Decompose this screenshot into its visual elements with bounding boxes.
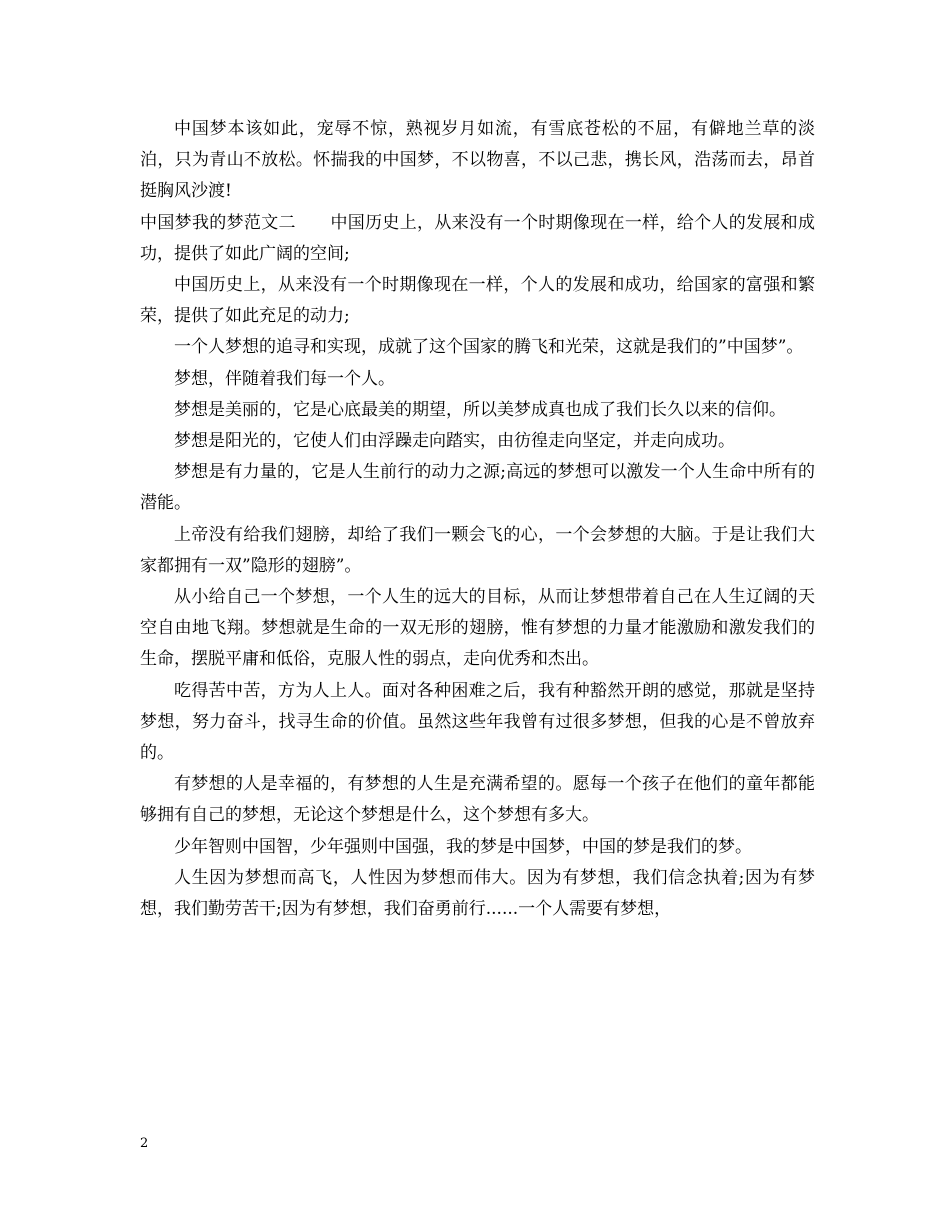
paragraph: 少年智则中国智，少年强则中国强，我的梦是中国梦，中国的梦是我们的梦。 xyxy=(174,836,752,857)
paragraph: 梦想是阳光的，它使人们由浮躁走向踏实，由彷徨走向坚定，并走向成功。 xyxy=(174,431,735,452)
document-body xyxy=(140,114,815,925)
page-number: 2 xyxy=(140,1136,149,1151)
paragraph: 人生因为梦想而高飞，人性因为梦想而伟大。因为有梦想，我们信念执着;因为有梦想，我们勤劳苦干;因为有梦想，我们奋勇前行......一个人需要有梦想， xyxy=(140,867,815,920)
paragraph: 梦想，伴随着我们每一个人。 xyxy=(174,368,395,389)
paragraph: 梦想是有力量的，它是人生前行的动力之源;高远的梦想可以激发一个人生命中所有的潜能。 xyxy=(140,462,815,514)
paragraph: 中国历史上，从来没有一个时期像现在一样，个人的发展和成功，给国家的富强和繁荣，提供了如此充足的动力; xyxy=(140,275,815,327)
paragraph-section-heading: 中国梦我的梦范文二 中国历史上，从来没有一个时期像现在一样，给个人的发展和成功，提供了如此广阔的空间; xyxy=(140,212,815,264)
paragraph: 吃得苦中苦，方为人上人。面对各种困难之后，我有种豁然开朗的感觉，那就是坚持梦想，努力奋斗，找寻生命的价值。虽然这些年我曾有过很多梦想，但我的心是不曾放弃的。 xyxy=(140,680,815,764)
paragraph: 从小给自己一个梦想，一个人生的远大的目标，从而让梦想带着自己在人生辽阔的天空自由地飞翔。梦想就是生命的一双无形的翅膀，惟有梦想的力量才能激励和激发我们的生命，摆脱平庸和低俗，克服人性的弱点，走向优秀和杰出。 xyxy=(140,587,815,670)
paragraph: 梦想是美丽的，它是心底最美的期望，所以美梦成真也成了我们长久以来的信仰。 xyxy=(174,399,786,420)
paragraph: 中国梦本该如此，宠辱不惊，熟视岁月如流，有雪底苍松的不屈，有僻地兰草的淡泊，只为青山不放松。怀揣我的中国梦，不以物喜，不以己悲，携长风，浩荡而去，昂首挺胸风沙渡! xyxy=(140,119,815,202)
paragraph: 有梦想的人是幸福的，有梦想的人生是充满希望的。愿每一个孩子在他们的童年都能够拥有自己的梦想，无论这个梦想是什么，这个梦想有多大。 xyxy=(140,774,815,826)
paragraph: 上帝没有给我们翅膀，却给了我们一颗会飞的心，一个会梦想的大脑。于是让我们大家都拥有一双”隐形的翅膀”。 xyxy=(140,524,815,576)
paragraph: 一个人梦想的追寻和实现，成就了这个国家的腾飞和光荣，这就是我们的”中国梦”。 xyxy=(174,337,804,358)
